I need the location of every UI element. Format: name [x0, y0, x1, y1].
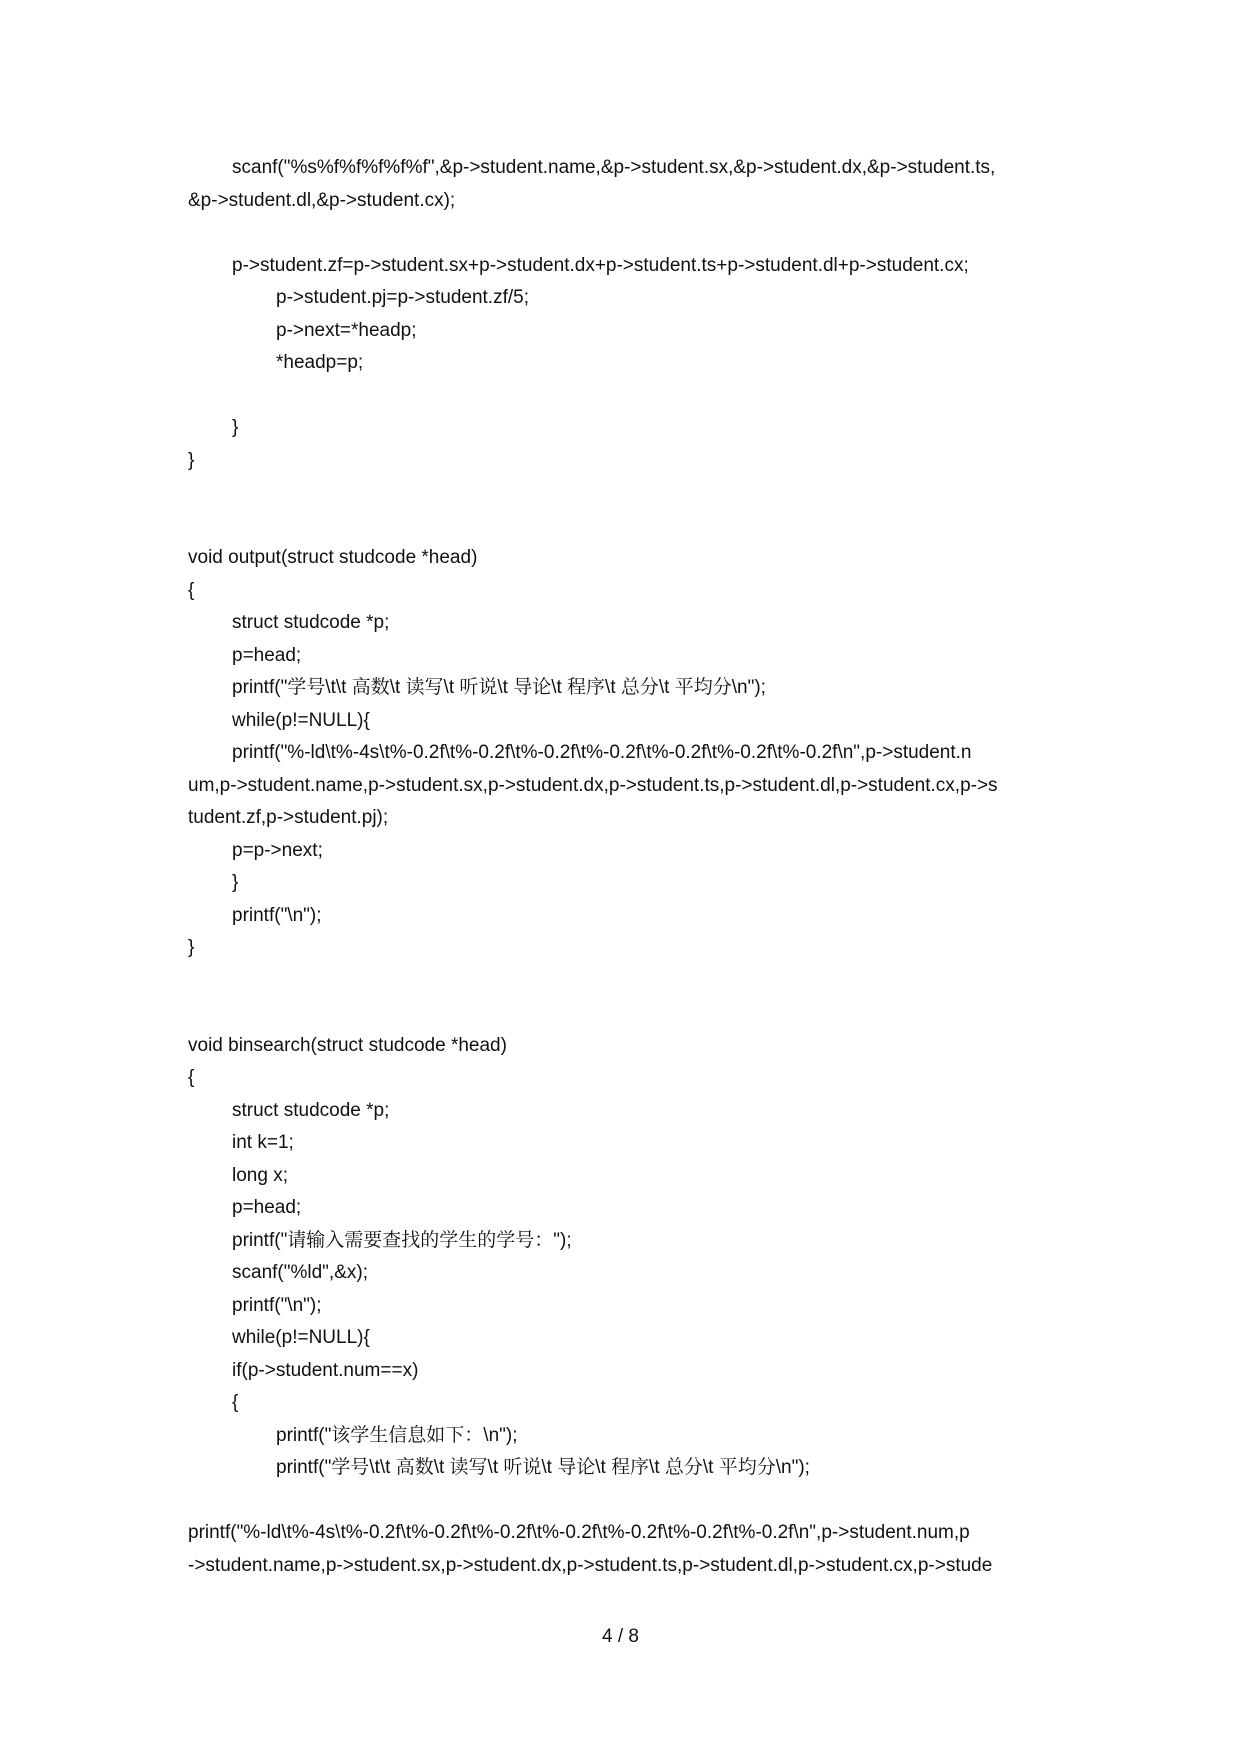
blank-line: [188, 510, 1058, 543]
code-line: printf("\n");: [232, 1294, 322, 1316]
blank-line: [188, 997, 1058, 1030]
code-line: p=head;: [232, 644, 302, 666]
code-line: }: [232, 872, 239, 893]
code-line: printf("学号\t\t 高数\t 读写\t 听说\t 导论\t 程序\t 总分\t 平均分\n");: [276, 1457, 810, 1478]
blank-line: [188, 477, 1058, 510]
code-line: void output(struct studcode *head): [188, 547, 478, 568]
code-line: p->student.zf=p->student.sx+p->student.dx+p->student.ts+p->student.dl+p->student.cx;: [232, 254, 969, 276]
code-line: printf("该学生信息如下：\n");: [276, 1424, 518, 1446]
code-line: {: [232, 1392, 239, 1413]
code-line: *headp=p;: [276, 352, 364, 373]
code-line: }: [188, 937, 195, 958]
code-line: printf("\n");: [232, 904, 322, 926]
code-line: scanf("%s%f%f%f%f%f",&p->student.name,&p->student.sx,&p->student.dx,&p->student.ts,: [232, 157, 996, 178]
code-line: void binsearch(struct studcode *head): [188, 1034, 507, 1056]
code-line: }: [188, 449, 195, 471]
blank-line: [188, 217, 1058, 250]
code-line: int k=1;: [232, 1132, 294, 1153]
code-line: p->next=*headp;: [276, 319, 417, 341]
code-line: p=head;: [232, 1197, 302, 1218]
code-line: tudent.zf,p->student.pj);: [188, 807, 389, 828]
code-line: if(p->student.num==x): [232, 1359, 419, 1381]
code-line: while(p!=NULL){: [232, 709, 370, 731]
blank-line: [188, 380, 1058, 413]
code-line: {: [188, 1067, 195, 1088]
code-line: printf("%-ld\t%-4s\t%-0.2f\t%-0.2f\t%-0.2f\t%-0.2f\t%-0.2f\t%-0.2f\t%-0.2f\n",p->student.n: [232, 742, 972, 763]
code-listing: [188, 152, 1058, 1582]
code-line: struct studcode *p;: [232, 1099, 390, 1121]
code-line: um,p->student.name,p->student.sx,p->student.dx,p->student.ts,p->student.dl,p->student.cx,p->s: [188, 774, 998, 796]
code-line: while(p!=NULL){: [232, 1327, 370, 1348]
page-number: 4 / 8: [602, 1626, 639, 1647]
code-line: }: [232, 417, 239, 438]
code-line: printf("%-ld\t%-4s\t%-0.2f\t%-0.2f\t%-0.2f\t%-0.2f\t%-0.2f\t%-0.2f\t%-0.2f\n",p->student.num,p: [188, 1522, 970, 1543]
code-line: struct studcode *p;: [232, 612, 390, 633]
code-line: {: [188, 579, 195, 601]
blank-line: [188, 1485, 1058, 1518]
code-line: ->student.name,p->student.sx,p->student.dx,p->student.ts,p->student.dl,p->student.cx,p->stude: [188, 1554, 993, 1576]
code-line: long x;: [232, 1164, 288, 1186]
code-line: &p->student.dl,&p->student.cx);: [188, 189, 456, 211]
code-line: p->student.pj=p->student.zf/5;: [276, 287, 529, 308]
blank-line: [188, 965, 1058, 998]
code-line: p=p->next;: [232, 839, 323, 861]
code-line: scanf("%ld",&x);: [232, 1262, 368, 1283]
code-line: printf("学号\t\t 高数\t 读写\t 听说\t 导论\t 程序\t 总分\t 平均分\n");: [232, 677, 766, 698]
code-line: printf("请输入需要查找的学生的学号：");: [232, 1229, 572, 1251]
